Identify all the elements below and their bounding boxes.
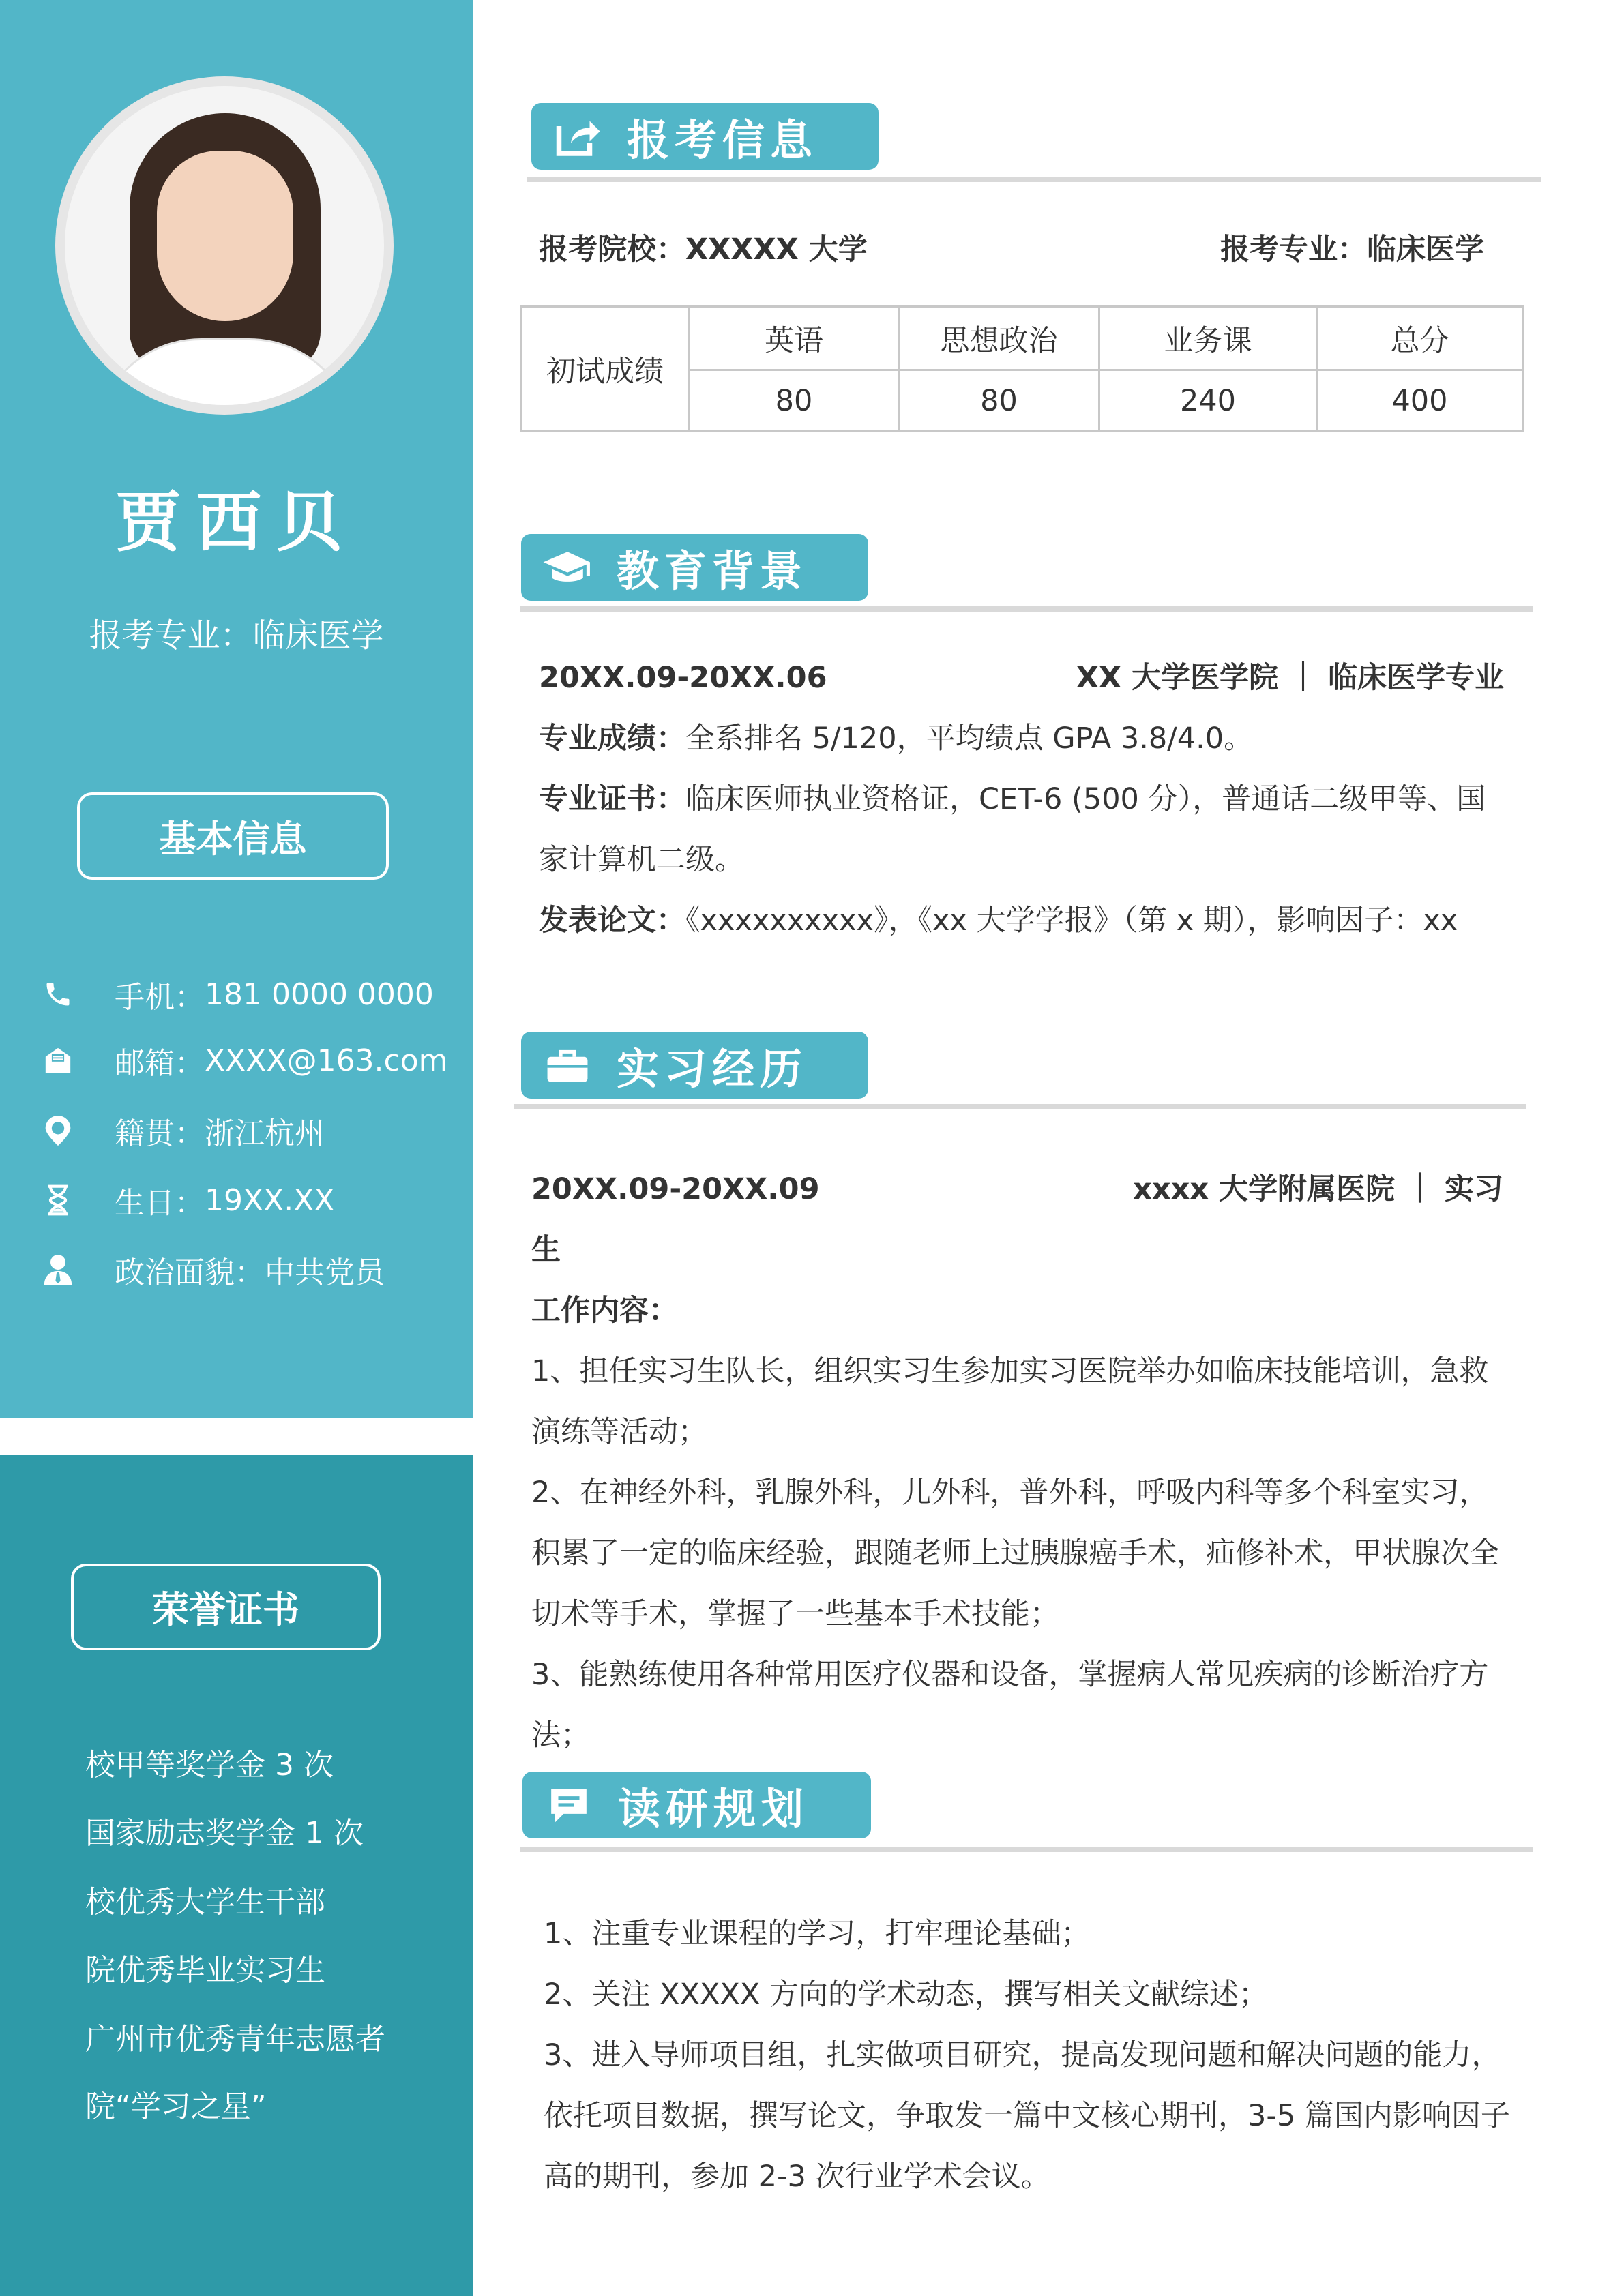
internship-item: 1、担任实习生队长，组织实习生参加实习医院举办如临床技能培训，急救演练等活动；: [531, 1354, 1489, 1449]
avatar: [55, 76, 394, 415]
divider: [520, 606, 1533, 612]
internship-date: 20XX.09-20XX.09: [531, 1172, 820, 1206]
plan-item: 3、进入导师项目组，扎实做项目研究，提高发现问题和解决问题的能力，依托项目数据，撰写论文，争取发一篇中文核心期刊，3-5 篇国内影响因子高的期刊，参加 2-3 次行业学术会议。: [544, 2038, 1510, 2194]
divider: [520, 1847, 1533, 1852]
internship-item: 2、在神经外科，乳腺外科，儿外科，普外科，呼吸内科等多个科室实习， 积累了一定的临床经验，跟随老师上过胰腺癌手术，疝修补术，甲状腺次全切术等手术，掌握了一些基本手术技能；: [531, 1476, 1499, 1631]
profile-name: 贾西贝: [115, 484, 357, 561]
graduation-cap-icon: [540, 543, 595, 591]
plan-item: 1、注重专业课程的学习，打牢理论基础；: [544, 1917, 1091, 1951]
score-row-label: 初试成绩: [521, 307, 690, 432]
score-cell: 80: [690, 370, 899, 432]
contact-label: 政治面貌：: [115, 1255, 265, 1290]
contact-value: 中共党员: [265, 1255, 385, 1290]
education-item: 专业证书：临床医师执业资格证，CET-6 (500 分），普通话二级甲等、国家计算机二级。: [539, 782, 1486, 877]
honor-item: 国家励志奖学金 1 次: [85, 1816, 364, 1851]
hourglass-icon: [41, 1183, 75, 1217]
subject-header: 思想政治: [899, 307, 1099, 370]
subject-header: 英语: [690, 307, 899, 370]
honor-item: 院优秀毕业实习生: [85, 1953, 325, 1988]
score-table: [520, 305, 1524, 432]
honor-item: 校优秀大学生干部: [85, 1885, 325, 1920]
section-title: 读研规划: [618, 1783, 810, 1834]
briefcase-icon: [540, 1041, 595, 1089]
exam-school: 报考院校：XXXXX 大学: [539, 233, 868, 267]
section-header-exam: [531, 103, 879, 170]
contact-email: [41, 1040, 448, 1081]
basic-info-heading: 基本信息: [77, 792, 389, 880]
section-title: 教育背景: [617, 546, 808, 596]
phone-icon: [41, 977, 75, 1011]
divider: [527, 177, 1541, 182]
contact-label: 籍贯：: [115, 1116, 205, 1151]
honors-heading: 荣誉证书: [71, 1564, 381, 1650]
score-cell: 80: [899, 370, 1099, 432]
contact-phone: [41, 974, 434, 1015]
section-header-education: [521, 534, 868, 601]
honor-item: 广州市优秀青年志愿者: [85, 2022, 385, 2057]
contact-value: XXXX@163.com: [205, 1043, 448, 1078]
contact-value: 181 0000 0000: [205, 976, 434, 1012]
profile-major: 报考专业：临床医学: [89, 616, 384, 655]
location-icon: [41, 1114, 75, 1148]
internship-entry: [531, 1159, 1503, 1766]
exam-major: 报考专业：临床医学: [1220, 233, 1484, 267]
plan-list: [544, 1904, 1526, 2207]
section-header-internship: [521, 1032, 868, 1099]
education-school: XX 大学医学院 ｜ 临床医学专业: [1076, 661, 1504, 695]
internship-org-tail: 生: [531, 1233, 561, 1267]
contact-birthday: [41, 1180, 335, 1221]
contact-hometown: [41, 1110, 325, 1151]
section-title: 实习经历: [617, 1043, 808, 1094]
chat-icon: [542, 1781, 596, 1829]
honor-item: 院“学习之星”: [85, 2089, 267, 2124]
section-title: 报考信息: [627, 115, 818, 165]
share-icon: [550, 113, 605, 160]
education-item: 专业成绩：全系排名 5/120，平均绩点 GPA 3.8/4.0。: [539, 721, 1254, 756]
contact-political: [41, 1249, 385, 1290]
education-entry: [539, 648, 1504, 951]
contact-label: 手机：: [115, 980, 205, 1015]
internship-item: 3、能熟练使用各种常用医疗仪器和设备，掌握病人常见疾病的诊断治疗方法；: [531, 1658, 1489, 1753]
contact-label: 邮箱：: [115, 1046, 205, 1081]
education-date: 20XX.09-20XX.06: [539, 661, 827, 695]
score-cell: 240: [1099, 370, 1317, 432]
contact-value: 19XX.XX: [205, 1182, 335, 1218]
mail-icon: [41, 1043, 75, 1077]
section-header-plan: [522, 1772, 871, 1838]
score-cell: 400: [1317, 370, 1523, 432]
subject-header: 业务课: [1099, 307, 1317, 370]
content-label: 工作内容：: [531, 1294, 678, 1328]
person-icon: [41, 1253, 75, 1287]
contact-value: 浙江杭州: [205, 1116, 325, 1151]
internship-org: xxxx 大学附属医院 ｜ 实习: [1133, 1172, 1503, 1206]
plan-item: 2、关注 XXXXX 方向的学术动态，撰写相关文献综述；: [544, 1978, 1268, 2012]
contact-label: 生日：: [115, 1186, 205, 1221]
divider: [514, 1104, 1526, 1109]
education-item: 发表论文：《xxxxxxxxxx》，《xx 大学学报》（第 x 期），影响因子：xx: [539, 904, 1458, 938]
subject-header: 总分: [1317, 307, 1523, 370]
honor-item: 校甲等奖学金 3 次: [85, 1748, 334, 1783]
